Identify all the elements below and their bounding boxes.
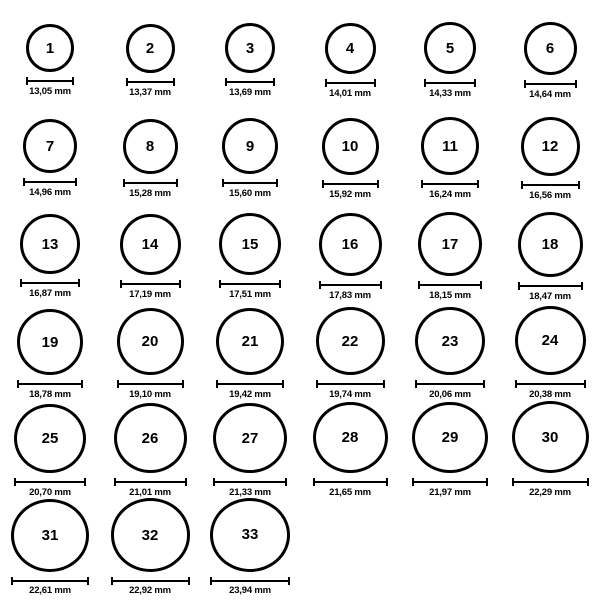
- ring-size-cell: [0, 400, 100, 498]
- measure-tick-left: [219, 280, 221, 288]
- diameter-measure-bar: [23, 178, 77, 185]
- measure-line: [17, 383, 83, 385]
- measure-tick-right: [477, 180, 479, 188]
- measure-tick-left: [325, 79, 327, 87]
- measure-tick-left: [421, 180, 423, 188]
- ring-size-cell: [500, 400, 600, 498]
- ring-size-cell: [0, 106, 100, 204]
- measure-tick-right: [578, 181, 580, 189]
- ring-circle: [319, 213, 382, 276]
- measure-tick-left: [518, 282, 520, 290]
- ring-circle: [17, 309, 83, 375]
- measure-line: [117, 383, 184, 385]
- ring-circle: [225, 23, 275, 73]
- ring-circle: [210, 498, 290, 572]
- diameter-measure-bar: [17, 380, 83, 387]
- diameter-value: 16,24 mm: [429, 189, 471, 200]
- measure-tick-right: [584, 380, 586, 388]
- measure-line: [123, 182, 178, 184]
- ring-circle: [512, 401, 589, 473]
- ring-size-cell: [400, 302, 500, 400]
- ring-size-label: 30: [541, 428, 559, 446]
- ring-circle: [14, 404, 86, 473]
- ring-size-cell: [300, 106, 400, 204]
- ring-size-label: 3: [245, 39, 255, 57]
- measure-tick-left: [515, 380, 517, 388]
- diameter-measure-bar: [521, 181, 580, 188]
- ring-size-label: 7: [45, 137, 55, 155]
- measure-tick-right: [72, 77, 74, 85]
- ring-size-label: 6: [545, 39, 555, 57]
- diameter-measure-bar: [126, 78, 175, 85]
- measure-line: [316, 383, 385, 385]
- measure-tick-right: [188, 577, 190, 585]
- ring-size-label: 14: [141, 235, 159, 253]
- measure-line: [418, 284, 482, 286]
- ring-size-label: 28: [341, 429, 359, 447]
- ring-size-label: 5: [445, 39, 455, 57]
- measure-line: [524, 83, 577, 85]
- ring-size-label: 2: [145, 39, 155, 57]
- ring-size-cell: [100, 106, 200, 204]
- measure-line: [23, 181, 77, 183]
- ring-size-label: 27: [241, 429, 259, 447]
- diameter-value: 21,01 mm: [129, 487, 171, 498]
- measure-line: [319, 284, 382, 286]
- diameter-value: 14,33 mm: [429, 88, 471, 99]
- ring-circle: [515, 306, 586, 375]
- diameter-value: 17,51 mm: [229, 289, 271, 300]
- ring-size-cell: [200, 204, 300, 302]
- measure-tick-right: [587, 478, 589, 486]
- ring-size-cell: [500, 302, 600, 400]
- ring-size-cell: [200, 400, 300, 498]
- diameter-measure-bar: [26, 77, 74, 84]
- diameter-value: 20,38 mm: [529, 389, 571, 400]
- measure-tick-left: [216, 380, 218, 388]
- measure-tick-left: [17, 380, 19, 388]
- measure-tick-left: [316, 380, 318, 388]
- measure-tick-right: [386, 478, 388, 486]
- measure-line: [521, 184, 580, 186]
- measure-tick-right: [273, 78, 275, 86]
- measure-tick-left: [210, 577, 212, 585]
- measure-tick-right: [486, 478, 488, 486]
- measure-line: [126, 81, 175, 83]
- ring-size-label: 32: [141, 526, 159, 544]
- measure-line: [11, 580, 89, 582]
- measure-tick-right: [288, 577, 290, 585]
- measure-tick-left: [418, 281, 420, 289]
- diameter-value: 20,06 mm: [429, 389, 471, 400]
- diameter-measure-bar: [418, 281, 482, 288]
- measure-line: [313, 481, 388, 483]
- ring-circle: [26, 24, 74, 72]
- measure-line: [26, 80, 74, 82]
- ring-size-label: 33: [241, 526, 259, 544]
- measure-tick-right: [279, 280, 281, 288]
- diameter-measure-bar: [120, 280, 181, 287]
- ring-size-label: 29: [441, 429, 459, 447]
- measure-line: [325, 82, 376, 84]
- ring-size-cell: [100, 302, 200, 400]
- diameter-value: 14,01 mm: [329, 87, 371, 99]
- diameter-measure-bar: [219, 280, 281, 287]
- measure-tick-left: [412, 478, 414, 486]
- measure-tick-right: [182, 380, 184, 388]
- measure-tick-right: [483, 380, 485, 388]
- ring-size-label: 23: [441, 332, 459, 350]
- ring-circle: [316, 307, 385, 375]
- ring-circle: [23, 119, 77, 173]
- measure-tick-left: [424, 79, 426, 87]
- measure-tick-left: [319, 281, 321, 289]
- diameter-value: 21,33 mm: [229, 487, 271, 498]
- diameter-measure-bar: [515, 380, 586, 387]
- measure-tick-right: [78, 279, 80, 287]
- measure-tick-left: [26, 77, 28, 85]
- ring-circle: [111, 498, 190, 571]
- ring-circle: [216, 308, 284, 375]
- ring-circle: [126, 24, 175, 73]
- diameter-measure-bar: [316, 380, 385, 387]
- ring-size-cell: [500, 204, 600, 302]
- measure-line: [412, 481, 488, 483]
- measure-tick-left: [120, 280, 122, 288]
- diameter-value: 21,97 mm: [429, 487, 471, 498]
- measure-tick-left: [213, 478, 215, 486]
- ring-size-cell: [200, 106, 300, 204]
- ring-size-label: 9: [245, 137, 255, 155]
- ring-size-cell: [400, 204, 500, 302]
- diameter-measure-bar: [111, 577, 190, 583]
- measure-tick-left: [20, 279, 22, 287]
- ring-circle: [213, 403, 287, 474]
- measure-line: [120, 283, 181, 285]
- diameter-measure-bar: [213, 478, 287, 485]
- measure-tick-left: [123, 179, 125, 187]
- measure-tick-left: [313, 478, 315, 486]
- measure-tick-left: [222, 179, 224, 187]
- ring-circle: [313, 402, 388, 473]
- diameter-measure-bar: [524, 80, 577, 87]
- ring-size-cell: [100, 8, 200, 106]
- ring-size-label: 4: [345, 39, 355, 57]
- ring-size-cell: [200, 8, 300, 106]
- measure-tick-right: [81, 380, 83, 388]
- measure-tick-right: [75, 178, 77, 186]
- measure-line: [114, 481, 187, 483]
- diameter-value: 22,92 mm: [129, 585, 171, 596]
- measure-tick-left: [225, 78, 227, 86]
- measure-tick-left: [524, 80, 526, 88]
- ring-size-cell: [400, 8, 500, 106]
- ring-size-label: 16: [341, 235, 359, 253]
- ring-size-label: 20: [141, 333, 159, 351]
- measure-line: [512, 481, 589, 483]
- measure-line: [222, 182, 278, 184]
- ring-size-cell: [500, 106, 600, 204]
- ring-size-cell: [100, 400, 200, 498]
- ring-size-cell: [0, 498, 100, 596]
- diameter-value: 19,42 mm: [229, 389, 271, 400]
- diameter-measure-bar: [415, 380, 485, 387]
- measure-line: [213, 481, 287, 483]
- ring-size-cell: [100, 498, 200, 596]
- measure-line: [14, 481, 86, 483]
- diameter-measure-bar: [518, 282, 583, 289]
- measure-tick-right: [84, 478, 86, 486]
- measure-line: [424, 82, 476, 84]
- ring-circle: [415, 307, 485, 375]
- diameter-value: 15,60 mm: [229, 188, 271, 199]
- measure-tick-left: [415, 380, 417, 388]
- diameter-measure-bar: [412, 478, 488, 485]
- measure-line: [216, 383, 284, 385]
- measure-line: [219, 283, 281, 285]
- measure-tick-left: [111, 577, 113, 585]
- diameter-value: 18,15 mm: [429, 290, 471, 301]
- diameter-measure-bar: [11, 577, 89, 583]
- ring-size-label: 17: [441, 235, 459, 253]
- diameter-value: 15,28 mm: [129, 187, 171, 199]
- diameter-measure-bar: [222, 179, 278, 186]
- ring-circle: [412, 402, 488, 474]
- ring-circle: [20, 214, 80, 274]
- ring-size-label: 24: [541, 332, 559, 350]
- ring-size-label: 25: [41, 430, 59, 448]
- measure-tick-left: [322, 180, 324, 188]
- measure-line: [210, 580, 290, 582]
- measure-line: [518, 285, 583, 287]
- diameter-value: 20,70 mm: [29, 487, 71, 498]
- measure-line: [415, 383, 485, 385]
- ring-circle: [11, 499, 89, 572]
- measure-tick-left: [114, 478, 116, 486]
- measure-tick-right: [474, 79, 476, 87]
- ring-size-label: 8: [145, 137, 155, 155]
- ring-size-label: 26: [141, 429, 159, 447]
- diameter-measure-bar: [421, 180, 479, 187]
- ring-size-cell: [500, 8, 600, 106]
- measure-tick-right: [374, 79, 376, 87]
- diameter-value: 16,87 mm: [29, 288, 71, 299]
- measure-line: [111, 580, 190, 582]
- measure-line: [515, 383, 586, 385]
- diameter-value: 19,74 mm: [329, 389, 371, 400]
- ring-size-label: 10: [341, 137, 359, 155]
- ring-size-cell: [200, 498, 300, 596]
- diameter-measure-bar: [319, 281, 382, 288]
- ring-size-cell: [200, 302, 300, 400]
- diameter-value: 14,96 mm: [29, 187, 71, 198]
- ring-circle: [114, 403, 187, 473]
- ring-size-label: 1: [45, 39, 55, 57]
- ring-size-cell: [400, 106, 500, 204]
- ring-circle: [325, 23, 376, 74]
- measure-tick-left: [23, 178, 25, 186]
- diameter-value: 14,64 mm: [529, 88, 571, 100]
- measure-line: [421, 183, 479, 185]
- diameter-value: 19,10 mm: [129, 389, 171, 400]
- diameter-value: 13,37 mm: [129, 86, 171, 98]
- measure-tick-left: [126, 78, 128, 86]
- measure-tick-right: [581, 282, 583, 290]
- diameter-value: 17,83 mm: [329, 289, 371, 301]
- measure-tick-right: [282, 380, 284, 388]
- diameter-measure-bar: [322, 180, 379, 187]
- measure-line: [322, 183, 379, 185]
- ring-circle: [322, 118, 379, 175]
- ring-size-cell: [400, 400, 500, 498]
- diameter-value: 22,29 mm: [529, 487, 571, 498]
- measure-tick-right: [480, 281, 482, 289]
- ring-size-label: 31: [41, 526, 59, 544]
- measure-tick-right: [185, 478, 187, 486]
- diameter-measure-bar: [123, 179, 178, 186]
- diameter-value: 16,56 mm: [529, 189, 571, 201]
- diameter-value: 18,78 mm: [29, 389, 71, 400]
- ring-circle: [123, 119, 178, 174]
- measure-tick-right: [173, 78, 175, 86]
- measure-tick-left: [11, 577, 13, 585]
- measure-tick-left: [117, 380, 119, 388]
- measure-tick-right: [575, 80, 577, 88]
- ring-size-cell: [0, 8, 100, 106]
- ring-circle: [222, 118, 278, 174]
- ring-size-cell: [300, 400, 400, 498]
- ring-circle: [521, 117, 580, 176]
- ring-size-label: 22: [341, 332, 359, 350]
- ring-size-label: 11: [442, 137, 458, 155]
- measure-tick-right: [285, 478, 287, 486]
- diameter-measure-bar: [14, 478, 86, 485]
- diameter-measure-bar: [117, 380, 184, 387]
- diameter-value: 22,61 mm: [29, 584, 71, 596]
- measure-tick-right: [276, 179, 278, 187]
- ring-size-label: 13: [41, 235, 59, 253]
- ring-size-cell: [300, 204, 400, 302]
- measure-tick-right: [87, 577, 89, 585]
- diameter-measure-bar: [20, 279, 80, 286]
- ring-size-label: 15: [241, 235, 259, 253]
- diameter-measure-bar: [114, 478, 187, 485]
- ring-size-label: 19: [41, 333, 59, 351]
- ring-circle: [424, 22, 476, 74]
- ring-size-cell: [0, 302, 100, 400]
- diameter-value: 13,05 mm: [29, 86, 71, 97]
- measure-tick-left: [521, 181, 523, 189]
- diameter-value: 18,47 mm: [529, 290, 571, 302]
- ring-circle: [518, 212, 583, 277]
- measure-tick-left: [512, 478, 514, 486]
- measure-tick-right: [377, 180, 379, 188]
- diameter-measure-bar: [424, 79, 476, 86]
- ring-size-cell: [300, 302, 400, 400]
- measure-line: [225, 81, 275, 83]
- diameter-value: 23,94 mm: [229, 585, 271, 596]
- diameter-measure-bar: [225, 78, 275, 85]
- ring-size-label: 18: [541, 235, 559, 253]
- ring-size-cell: [300, 8, 400, 106]
- diameter-measure-bar: [216, 380, 284, 387]
- diameter-value: 13,69 mm: [229, 87, 271, 98]
- ring-size-cell: [0, 204, 100, 302]
- ring-size-label: 21: [241, 333, 259, 350]
- diameter-value: 17,19 mm: [129, 288, 171, 300]
- diameter-measure-bar: [325, 79, 376, 86]
- ring-circle: [219, 213, 281, 275]
- ring-circle: [421, 117, 479, 175]
- ring-circle: [117, 308, 184, 375]
- diameter-measure-bar: [313, 478, 388, 485]
- diameter-measure-bar: [512, 478, 589, 485]
- measure-tick-right: [383, 380, 385, 388]
- ring-size-label: 12: [541, 137, 559, 155]
- diameter-value: 21,65 mm: [329, 487, 371, 498]
- ring-circle: [418, 212, 482, 276]
- diameter-measure-bar: [210, 577, 290, 583]
- measure-tick-right: [380, 281, 382, 289]
- measure-tick-right: [179, 280, 181, 288]
- diameter-value: 15,92 mm: [329, 188, 371, 200]
- measure-line: [20, 282, 80, 284]
- measure-tick-right: [176, 179, 178, 187]
- measure-tick-left: [14, 478, 16, 486]
- ring-circle: [120, 214, 181, 275]
- ring-circle: [524, 22, 577, 75]
- ring-size-cell: [100, 204, 200, 302]
